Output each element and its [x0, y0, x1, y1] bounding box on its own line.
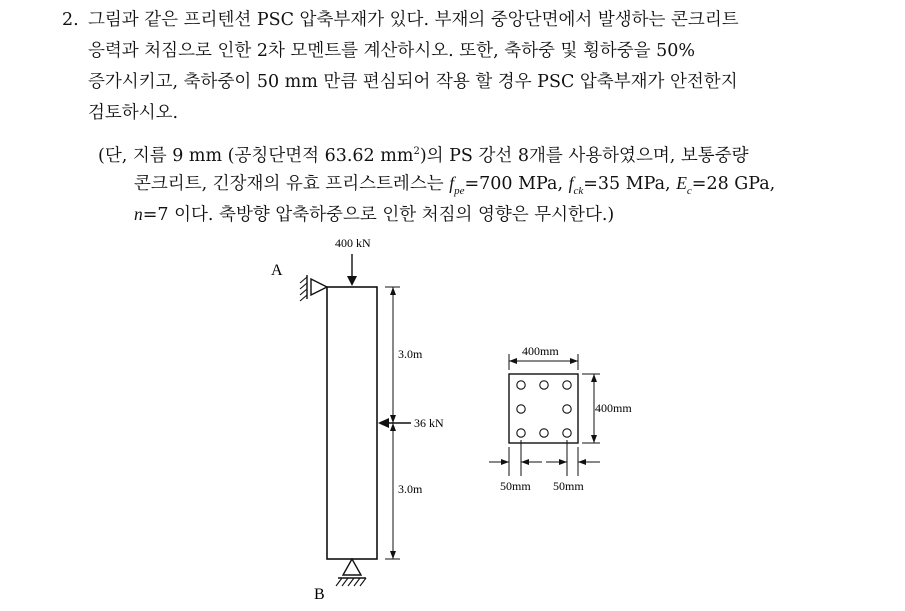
n-symbol: n	[134, 204, 143, 224]
tendon-circle	[540, 429, 548, 437]
condition-line-3: n=7 이다. 축방향 압축하중으로 인한 처짐의 영향은 무시한다.)	[134, 204, 615, 225]
problem-line-2: 응력과 처짐으로 인한 2차 모멘트를 계산하시오. 또한, 축하중 및 횡하중을 50%	[88, 41, 696, 61]
pin-support-b-icon	[336, 559, 366, 586]
tendon-circle	[517, 429, 525, 437]
label-b: B	[314, 586, 325, 603]
tendon-circle	[517, 381, 525, 389]
condition-line-2: 콘크리트, 긴장재의 유효 프리스트레스는 $f_{pe}=700$ MPa, $f_{ck}=35$ MPa, $E_c=28$ GPa,	[134, 173, 776, 197]
problem-line-3: 증가시키고, 축하중이 50 mm 만큼 편심되어 작용 할 경우 PSC 압축부재가 안전한지	[88, 72, 738, 92]
tendon-circle	[563, 429, 571, 437]
axial-load-label: 400 kN	[335, 236, 371, 250]
section-width-label: 400mm	[522, 344, 559, 358]
label-a: A	[271, 262, 283, 279]
pin-support-a-icon	[300, 275, 327, 301]
cover-right-label: 50mm	[553, 479, 584, 493]
cross-section	[509, 374, 578, 443]
tendon-circle	[563, 381, 571, 389]
cover-dimensions	[489, 440, 600, 476]
axial-load-arrow	[347, 254, 357, 286]
problem-line-1: 그림과 같은 프리텐션 PSC 압축부재가 있다. 부재의 중앙단면에서 발생하는 콘크리트	[88, 10, 739, 30]
tendon-circle	[517, 405, 525, 413]
tendon-circle	[563, 405, 571, 413]
problem-line-4: 검토하시오.	[88, 103, 179, 123]
section-height-label: 400mm	[595, 401, 632, 415]
condition-line-1: (단, 지름 9 mm (공칭단면적 63.62 $mm^2$)의 PS 강선 8개를 사용하였으며, 보통중량	[98, 145, 749, 166]
cover-left-label: 50mm	[500, 479, 531, 493]
column-body	[327, 287, 377, 559]
lateral-load-arrow	[378, 418, 411, 428]
ec-symbol: E	[676, 173, 687, 193]
dim-bottom-label: 3.0m	[398, 482, 423, 496]
tendon-circle	[540, 381, 548, 389]
fck-symbol: f	[568, 173, 574, 193]
lateral-load-label: 36 kN	[414, 416, 444, 430]
tendon-circles	[517, 381, 571, 437]
fpe-symbol: f	[449, 173, 455, 193]
problem-number: 2.	[62, 10, 79, 30]
dim-top-label: 3.0m	[398, 347, 423, 361]
